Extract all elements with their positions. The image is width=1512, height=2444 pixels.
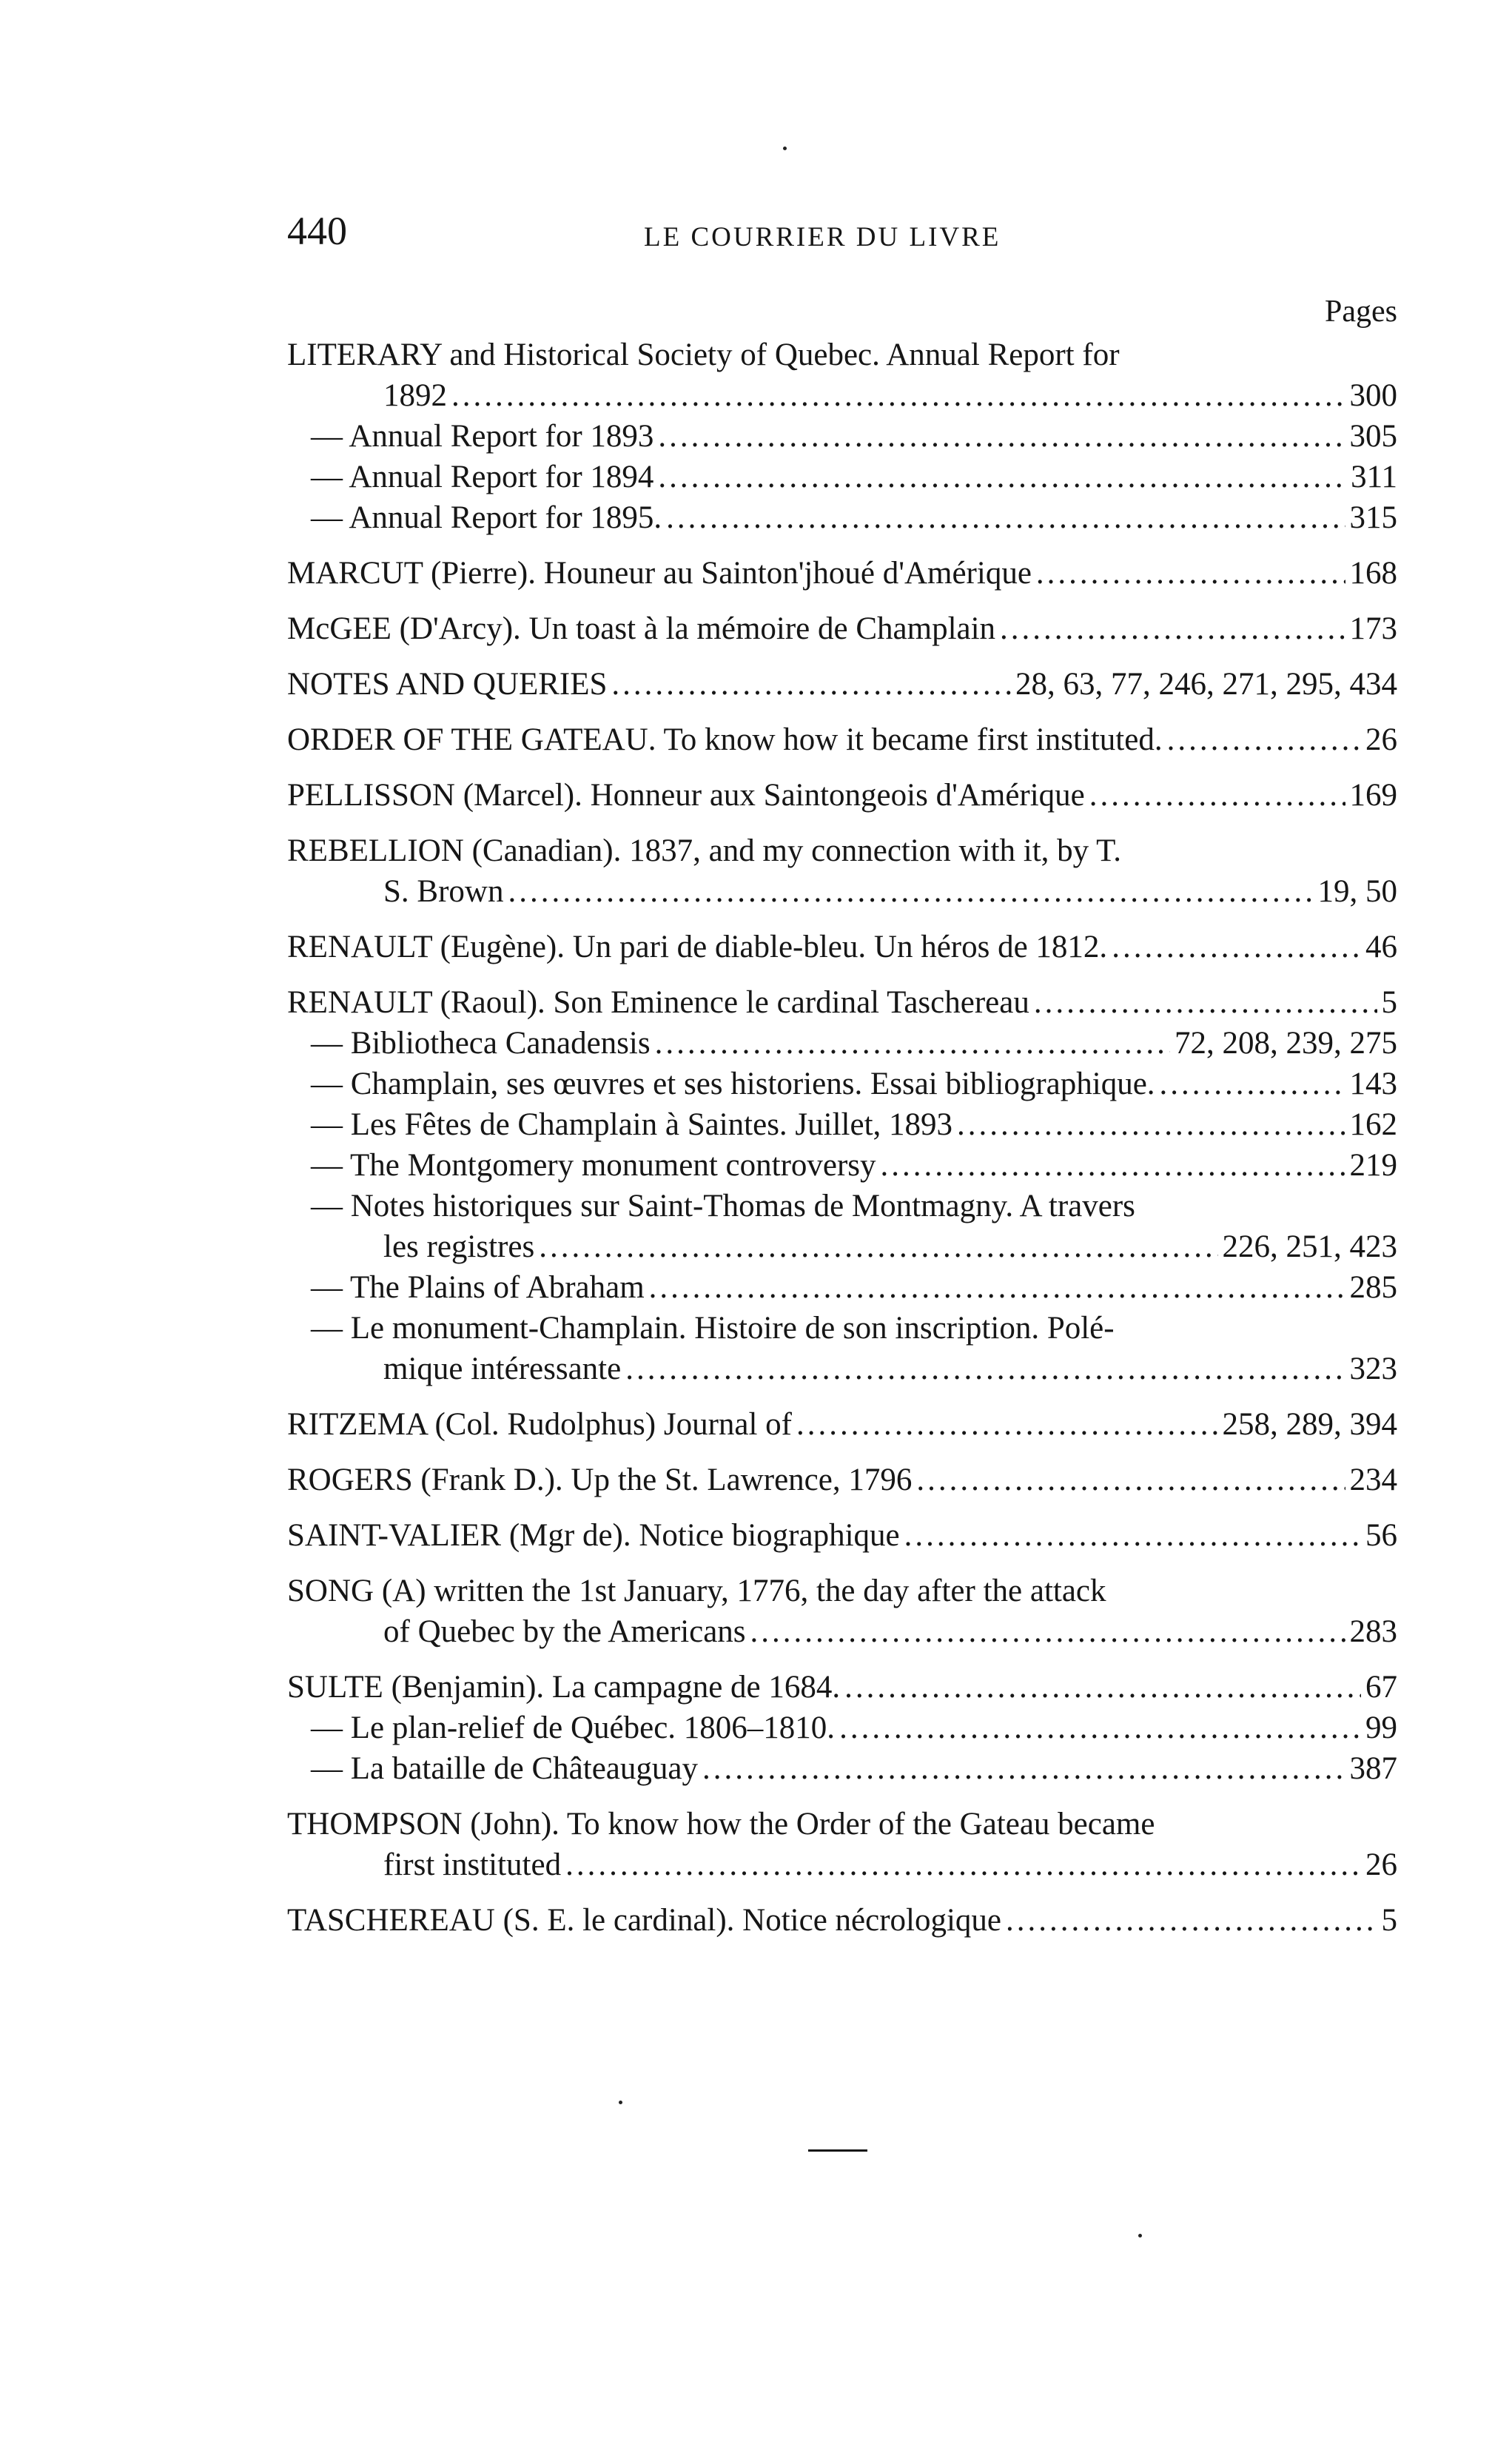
entry-pages: 387 — [1349, 1751, 1397, 1786]
entry-pages: 5 — [1381, 985, 1397, 1020]
entry-pages: 143 — [1349, 1067, 1397, 1101]
entry-text: ORDER OF THE GATEAU. To know how it became first instituted. — [287, 722, 1163, 757]
entry-pages: 173 — [1349, 611, 1397, 646]
index-entry — [287, 457, 1397, 497]
entry-text: — Le monument-Champlain. Histoire de son inscription. Polé- — [311, 1311, 1115, 1346]
entry-pages: 283 — [1349, 1614, 1397, 1649]
page-number: 440 — [287, 209, 347, 253]
index-entry — [287, 1804, 1397, 1885]
index-entry — [287, 1186, 1397, 1267]
index-entry — [287, 1708, 1397, 1748]
dot-leader — [666, 497, 1345, 538]
entry-text-continued: first instituted — [383, 1847, 562, 1882]
entry-text: — Notes historiques sur Saint-Thomas de Montmagny. A travers — [311, 1189, 1135, 1223]
index-list — [287, 335, 1397, 1941]
index-entry — [287, 1748, 1397, 1789]
index-entry — [287, 1145, 1397, 1186]
entry-pages: 26 — [1365, 722, 1397, 757]
running-title: LE COURRIER DU LIVRE — [644, 222, 1001, 252]
entry-text: SAINT-VALIER (Mgr de). Notice biographique — [287, 1518, 900, 1553]
dot-leader — [702, 1748, 1345, 1789]
entry-text: — Annual Report for 1893 — [311, 419, 654, 454]
dot-leader — [844, 1667, 1361, 1708]
entry-pages: 99 — [1365, 1711, 1397, 1745]
entry-text-continued: 1892 — [383, 378, 447, 413]
entry-pages: 285 — [1349, 1270, 1397, 1305]
entry-text: RITZEMA (Col. Rudolphus) Journal of — [287, 1407, 792, 1442]
dot-leader — [1089, 775, 1345, 816]
entry-pages: 67 — [1365, 1670, 1397, 1705]
index-entry — [287, 1023, 1397, 1064]
pages-column-heading: Pages — [1325, 295, 1397, 329]
entry-text: — Les Fêtes de Champlain à Saintes. Juillet, 1893 — [311, 1107, 953, 1142]
dot-leader — [904, 1515, 1361, 1556]
dot-leader — [1006, 1900, 1377, 1941]
entry-pages: 234 — [1349, 1463, 1397, 1497]
entry-pages: 300 — [1349, 378, 1397, 413]
dot-leader — [916, 1460, 1345, 1500]
index-entry — [287, 1064, 1397, 1104]
entry-pages: 169 — [1349, 778, 1397, 813]
dot-leader — [658, 416, 1345, 457]
entry-text: PELLISSON (Marcel). Honneur aux Saintongeois d'Amérique — [287, 778, 1085, 813]
entry-pages: 226, 251, 423 — [1222, 1229, 1397, 1264]
entry-text: REBELLION (Canadian). 1837, and my connection with it, by T. — [287, 833, 1121, 868]
index-entry — [287, 1460, 1397, 1500]
entry-pages: 258, 289, 394 — [1222, 1407, 1397, 1442]
dot-leader — [1034, 982, 1377, 1023]
entry-text: — Annual Report for 1895. — [311, 500, 662, 535]
dot-leader — [1000, 608, 1345, 649]
entry-text: — Le plan-relief de Québec. 1806–1810. — [311, 1711, 836, 1745]
entry-pages: 162 — [1349, 1107, 1397, 1142]
entry-text: RENAULT (Eugène). Un pari de diable-bleu. Un héros de 1812. — [287, 930, 1108, 964]
entry-text: SONG (A) written the 1st January, 1776, the day after the attack — [287, 1574, 1106, 1608]
index-entry — [287, 982, 1397, 1023]
entry-text: — La bataille de Châteauguay — [311, 1751, 698, 1786]
entry-text: NOTES AND QUERIES — [287, 667, 608, 702]
entry-pages: 323 — [1349, 1352, 1397, 1386]
entry-text-continued: mique intéressante — [383, 1352, 622, 1386]
index-entry — [287, 416, 1397, 457]
index-entry — [287, 553, 1397, 594]
index-entry — [287, 497, 1397, 538]
entry-pages: 56 — [1365, 1518, 1397, 1553]
index-entry — [287, 1308, 1397, 1389]
entry-text: — The Montgomery monument controversy — [311, 1148, 876, 1183]
entry-text: — Champlain, ses œuvres et ses historiens. Essai bibliographique. — [311, 1067, 1155, 1101]
entry-pages: 72, 208, 239, 275 — [1175, 1026, 1397, 1061]
entry-pages: 168 — [1349, 556, 1397, 591]
dot-leader — [611, 664, 1011, 705]
entry-text: SULTE (Benjamin). La campagne de 1684. — [287, 1670, 841, 1705]
entry-pages: 19, 50 — [1317, 874, 1397, 909]
entry-text: — Annual Report for 1894 — [311, 460, 654, 494]
dot-leader — [750, 1611, 1345, 1652]
index-entry — [287, 335, 1397, 416]
entry-text: THOMPSON (John). To know how the Order of the Gateau became — [287, 1807, 1155, 1842]
entry-pages: 5 — [1381, 1903, 1397, 1938]
index-entry — [287, 719, 1397, 760]
index-entry — [287, 1104, 1397, 1145]
dot-leader — [625, 1349, 1345, 1389]
dot-leader — [839, 1708, 1361, 1748]
ink-speck — [619, 2101, 622, 2104]
entry-text: TASCHEREAU (S. E. le cardinal). Notice nécrologique — [287, 1903, 1002, 1938]
dot-leader — [565, 1844, 1361, 1885]
entry-text: — The Plains of Abraham — [311, 1270, 645, 1305]
index-entry — [287, 1900, 1397, 1941]
index-entry — [287, 1571, 1397, 1652]
entry-pages: 26 — [1365, 1847, 1397, 1882]
entry-text: — Bibliotheca Canadensis — [311, 1026, 651, 1061]
entry-pages: 219 — [1349, 1148, 1397, 1183]
dot-leader — [881, 1145, 1345, 1186]
index-entry — [287, 1267, 1397, 1308]
index-entry — [287, 1515, 1397, 1556]
index-entry — [287, 1667, 1397, 1708]
end-rule — [808, 2149, 867, 2152]
dot-leader — [539, 1226, 1217, 1267]
entry-pages: 315 — [1349, 500, 1397, 535]
dot-leader — [649, 1267, 1345, 1308]
entry-pages: 28, 63, 77, 246, 271, 295, 434 — [1015, 667, 1397, 702]
dot-leader — [957, 1104, 1345, 1145]
index-entry — [287, 664, 1397, 705]
index-entry — [287, 1404, 1397, 1445]
entry-text: ROGERS (Frank D.). Up the St. Lawrence, 1796 — [287, 1463, 913, 1497]
ink-speck — [783, 147, 787, 150]
dot-leader — [1167, 719, 1361, 760]
entry-text: RENAULT (Raoul). Son Eminence le cardinal Taschereau — [287, 985, 1029, 1020]
entry-text: LITERARY and Historical Society of Quebec. Annual Report for — [287, 338, 1120, 372]
dot-leader — [1160, 1064, 1345, 1104]
entry-text-continued: S. Brown — [383, 874, 504, 909]
index-entry — [287, 830, 1397, 912]
entry-pages: 311 — [1351, 460, 1397, 494]
entry-pages: 305 — [1349, 419, 1397, 454]
dot-leader — [655, 1023, 1170, 1064]
entry-text: McGEE (D'Arcy). Un toast à la mémoire de Champlain — [287, 611, 996, 646]
dot-leader — [796, 1404, 1218, 1445]
dot-leader — [508, 871, 1313, 912]
dot-leader — [1112, 927, 1361, 967]
index-entry — [287, 608, 1397, 649]
entry-text: MARCUT (Pierre). Houneur au Sainton'jhoué d'Amérique — [287, 556, 1032, 591]
entry-text-continued: les registres — [383, 1229, 535, 1264]
ink-speck — [1138, 2234, 1142, 2237]
dot-leader — [451, 375, 1345, 416]
entry-text-continued: of Quebec by the Americans — [383, 1614, 746, 1649]
dot-leader — [658, 457, 1346, 497]
dot-leader — [1036, 553, 1345, 594]
index-entry — [287, 775, 1397, 816]
index-entry — [287, 927, 1397, 967]
entry-pages: 46 — [1365, 930, 1397, 964]
